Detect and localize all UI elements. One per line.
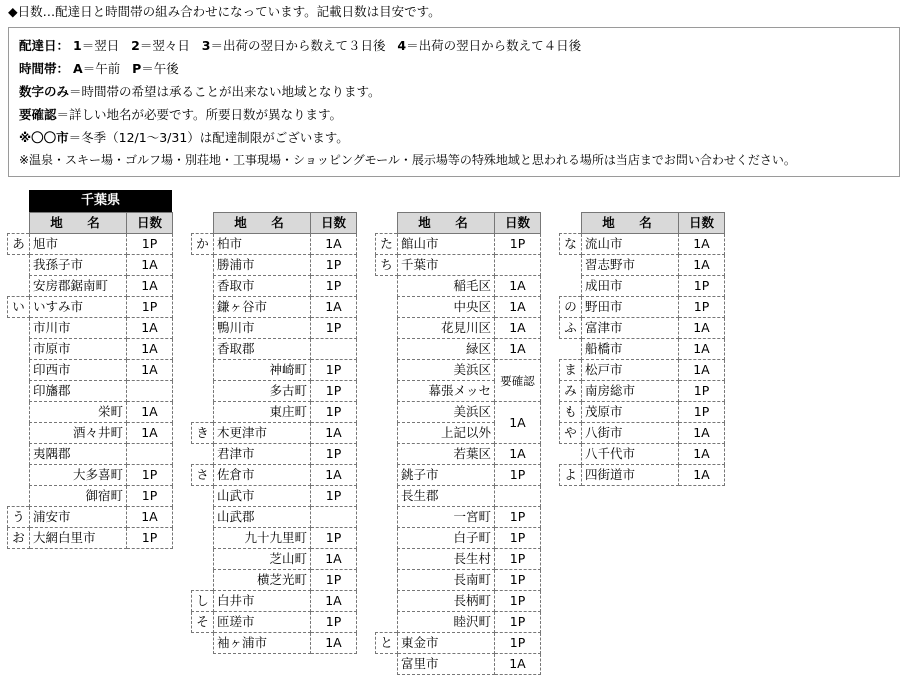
area-name: 東庄町 [214,402,311,423]
delivery-days: 1P [311,402,357,423]
table-row [8,318,173,339]
delivery-days: 1A [679,339,725,360]
area-name: 八千代市 [582,444,679,465]
kana-index [560,276,582,297]
area-name: 野田市 [582,297,679,318]
table-row [8,255,173,276]
area-table-column-1 [7,212,173,549]
table-row [560,276,725,297]
kana-index [376,507,398,528]
delivery-days: 1A [495,444,541,465]
delivery-days: 1P [311,381,357,402]
delivery-days: 1A [679,465,725,486]
delivery-days: 1P [127,234,173,255]
area-name: 八街市 [582,423,679,444]
area-name: 横芝光町 [214,570,311,591]
area-name: 神崎町 [214,360,311,381]
area-name: 御宿町 [30,486,127,507]
delivery-days: 1P [679,381,725,402]
delivery-days: 1P [495,591,541,612]
delivery-days: 1P [311,276,357,297]
delivery-days: 1A [127,402,173,423]
area-name: 山武市 [214,486,311,507]
kana-index [192,444,214,465]
table-row [560,255,725,276]
kana-index [376,339,398,360]
table-row [8,402,173,423]
delivery-days: 1A [679,444,725,465]
area-name: 長生村 [398,549,495,570]
area-name: 幕張メッセ [398,381,495,402]
delivery-days: 1P [127,465,173,486]
delivery-days: 1A [679,360,725,381]
kana-index [192,570,214,591]
area-name: 館山市 [398,234,495,255]
area-name: いすみ市 [30,297,127,318]
table-row [376,402,541,423]
table-row [376,297,541,318]
header-name: 地 名 [214,213,311,234]
delivery-days: 1P [127,486,173,507]
delivery-days: 1P [311,570,357,591]
table-row [8,465,173,486]
delivery-days: 1P [495,633,541,654]
legend-box [8,27,900,177]
delivery-days: 1A [311,234,357,255]
kana-index [560,255,582,276]
table-row [376,255,541,276]
kana-index [376,402,398,423]
table-row [192,549,357,570]
area-name: 匝瑳市 [214,612,311,633]
kana-index: し [192,591,214,612]
table-row [560,318,725,339]
table-row [8,381,173,402]
table-row [376,465,541,486]
delivery-days: 要確認 [495,360,541,402]
delivery-days: 1A [311,591,357,612]
table-row [8,276,173,297]
delivery-days: 1A [127,360,173,381]
delivery-days: 1P [311,444,357,465]
delivery-days: 1P [311,255,357,276]
table-row [560,297,725,318]
table-row [192,234,357,255]
kana-index: の [560,297,582,318]
kana-index [376,570,398,591]
table-row [376,360,541,381]
area-name: 茂原市 [582,402,679,423]
table-row [192,570,357,591]
table-row [376,654,541,675]
table-row [192,255,357,276]
area-name: 木更津市 [214,423,311,444]
legend-number-only: 数字のみ＝時間帯の希望は承ることが出来ない地域となります。 [19,84,381,99]
delivery-days: 1A [495,276,541,297]
area-table-column-3 [375,212,541,675]
kana-index [376,360,398,381]
area-name: 芝山町 [214,549,311,570]
header-name: 地 名 [398,213,495,234]
delivery-days: 1A [311,297,357,318]
area-name: 花見川区 [398,318,495,339]
delivery-days: 1P [495,507,541,528]
area-name: 中央区 [398,297,495,318]
delivery-days: 1P [311,486,357,507]
area-name: 勝浦市 [214,255,311,276]
table-row [192,444,357,465]
kana-index [376,549,398,570]
table-row [376,612,541,633]
table-row [560,381,725,402]
area-name: 鎌ヶ谷市 [214,297,311,318]
table-row [8,360,173,381]
area-name: 習志野市 [582,255,679,276]
area-name: 浦安市 [30,507,127,528]
area-name: 鴨川市 [214,318,311,339]
area-name: 南房総市 [582,381,679,402]
table-row [8,528,173,549]
kana-index [192,528,214,549]
legend-time-label: 時間帯： [19,61,70,76]
delivery-days: 1P [495,465,541,486]
kana-index: も [560,402,582,423]
area-table-column-4 [559,212,725,486]
kana-index [376,318,398,339]
kana-index [192,549,214,570]
table-row [560,402,725,423]
delivery-days: 1A [127,423,173,444]
kana-index: か [192,234,214,255]
delivery-days: 1A [127,507,173,528]
table-row [192,276,357,297]
delivery-days: 1A [495,402,541,444]
area-name: 富津市 [582,318,679,339]
kana-header-cell [376,213,398,234]
kana-index [376,297,398,318]
area-name: 酒々井町 [30,423,127,444]
delivery-days: 1P [495,528,541,549]
kana-index [376,465,398,486]
kana-index [8,423,30,444]
area-name: 香取郡 [214,339,311,360]
kana-index: と [376,633,398,654]
area-name: 銚子市 [398,465,495,486]
delivery-days: 1A [311,549,357,570]
table-row [376,318,541,339]
kana-header-cell [560,213,582,234]
kana-index [8,444,30,465]
area-name: 袖ヶ浦市 [214,633,311,654]
area-name: 富里市 [398,654,495,675]
area-name: 美浜区 [398,360,495,381]
area-name: 稲毛区 [398,276,495,297]
kana-index [8,381,30,402]
kana-index [192,339,214,360]
area-name: 若葉区 [398,444,495,465]
table-row [8,507,173,528]
area-name: 睦沢町 [398,612,495,633]
delivery-days: 1P [311,360,357,381]
delivery-days: 1A [679,423,725,444]
area-name: 香取市 [214,276,311,297]
kana-index [192,318,214,339]
kana-index [192,255,214,276]
area-name: 印旛郡 [30,381,127,402]
kana-index: み [560,381,582,402]
area-name: 白子町 [398,528,495,549]
table-row [192,633,357,654]
kana-header-cell [192,213,214,234]
table-row [560,444,725,465]
kana-index [376,486,398,507]
table-row [192,360,357,381]
area-name: 緑区 [398,339,495,360]
area-name: 多古町 [214,381,311,402]
delivery-days: 1A [311,423,357,444]
kana-index [192,297,214,318]
kana-index [192,486,214,507]
delivery-days [495,486,541,507]
table-row [192,528,357,549]
delivery-days: 1A [127,318,173,339]
area-name: 佐倉市 [214,465,311,486]
area-name: 我孫子市 [30,255,127,276]
header-name: 地 名 [582,213,679,234]
delivery-days [311,507,357,528]
table-row [376,570,541,591]
kana-index: た [376,234,398,255]
table-row [8,423,173,444]
table-row [192,591,357,612]
kana-index [376,276,398,297]
kana-index [192,402,214,423]
table-header-row [376,213,541,234]
table-row [192,381,357,402]
area-name: 大網白里市 [30,528,127,549]
table-row [8,297,173,318]
delivery-days: 1A [127,339,173,360]
kana-index [376,591,398,612]
kana-index [8,402,30,423]
table-row [192,612,357,633]
area-name: 松戸市 [582,360,679,381]
table-row [376,486,541,507]
kana-index: ふ [560,318,582,339]
kana-index [560,339,582,360]
kana-index: や [560,423,582,444]
delivery-days: 1A [311,465,357,486]
kana-index [376,423,398,444]
kana-index [192,633,214,654]
delivery-days [127,381,173,402]
area-name: 東金市 [398,633,495,654]
area-name: 一宮町 [398,507,495,528]
delivery-days: 1A [127,276,173,297]
delivery-days: 1A [495,339,541,360]
table-row [376,339,541,360]
table-row [560,423,725,444]
area-name: 山武郡 [214,507,311,528]
kana-index: さ [192,465,214,486]
legend-delivery-day: 配達日： 1＝翌日 2＝翌々日 3＝出荷の翌日から数えて３日後 4＝出荷の翌日から数えて４日後 [19,38,582,53]
delivery-days [495,255,541,276]
table-row [376,549,541,570]
area-name: 九十九里町 [214,528,311,549]
table-row [192,465,357,486]
kana-index: そ [192,612,214,633]
kana-index [560,444,582,465]
delivery-days: 1P [679,276,725,297]
legend-special-areas: ※温泉・スキー場・ゴルフ場・別荘地・工事現場・ショッピングモール・展示場等の特殊地域と思われる場所は当店までお問い合わせください。 [19,153,796,167]
delivery-days: 1P [495,234,541,255]
kana-index: ま [560,360,582,381]
table-row [560,360,725,381]
area-name: 流山市 [582,234,679,255]
delivery-days: 1A [679,255,725,276]
delivery-days: 1A [495,297,541,318]
delivery-days: 1P [495,612,541,633]
area-name: 印西市 [30,360,127,381]
area-name: 大多喜町 [30,465,127,486]
table-row [376,234,541,255]
table-header-row [192,213,357,234]
area-name: 市川市 [30,318,127,339]
kana-index [376,381,398,402]
area-name: 四街道市 [582,465,679,486]
kana-index: よ [560,465,582,486]
header-days: 日数 [679,213,725,234]
table-row [376,591,541,612]
table-row [560,465,725,486]
table-row [376,633,541,654]
table-row [8,339,173,360]
kana-index: な [560,234,582,255]
table-header-row [8,213,173,234]
table-row [192,486,357,507]
area-name: 市原市 [30,339,127,360]
table-row [192,339,357,360]
header-days: 日数 [311,213,357,234]
delivery-days: 1A [311,633,357,654]
table-row [192,423,357,444]
delivery-days: 1P [311,318,357,339]
header-days: 日数 [127,213,173,234]
area-name: 長柄町 [398,591,495,612]
delivery-days: 1P [679,297,725,318]
delivery-days: 1A [679,318,725,339]
delivery-days: 1P [495,549,541,570]
area-name: 成田市 [582,276,679,297]
kana-header-cell [8,213,30,234]
table-row [376,276,541,297]
area-table-column-2 [191,212,357,654]
delivery-days [127,444,173,465]
kana-index: き [192,423,214,444]
kana-index [192,360,214,381]
area-name: 君津市 [214,444,311,465]
delivery-days: 1P [127,297,173,318]
delivery-days: 1A [495,318,541,339]
table-header-row [560,213,725,234]
area-name: 旭市 [30,234,127,255]
area-name: 長生郡 [398,486,495,507]
delivery-days [311,339,357,360]
legend-delivery-label: 配達日： [19,38,70,53]
area-name: 上記以外 [398,423,495,444]
table-row [560,339,725,360]
kana-index [192,276,214,297]
area-name: 美浜区 [398,402,495,423]
kana-index: う [8,507,30,528]
kana-index: お [8,528,30,549]
delivery-days: 1P [127,528,173,549]
table-row [376,444,541,465]
table-row [560,234,725,255]
kana-index [192,507,214,528]
kana-index [376,528,398,549]
kana-index [192,381,214,402]
area-name: 夷隅郡 [30,444,127,465]
header-days: 日数 [495,213,541,234]
delivery-days: 1P [495,570,541,591]
header-name: 地 名 [30,213,127,234]
area-name: 千葉市 [398,255,495,276]
prefecture-title: 千葉県 [29,190,172,212]
kana-index [376,612,398,633]
legend-time-slot: 時間帯： A＝午前 P＝午後 [19,61,179,76]
kana-index [8,318,30,339]
delivery-days: 1P [311,612,357,633]
table-row [376,528,541,549]
delivery-days: 1P [311,528,357,549]
table-row [192,402,357,423]
delivery-days: 1A [495,654,541,675]
legend-confirm: 要確認＝詳しい地名が必要です。所要日数が異なります。 [19,107,343,122]
delivery-days: 1A [127,255,173,276]
delivery-days: 1A [679,234,725,255]
area-name: 栄町 [30,402,127,423]
table-row [8,444,173,465]
kana-index: あ [8,234,30,255]
kana-index [376,654,398,675]
kana-index [8,339,30,360]
kana-index [8,465,30,486]
kana-index [8,486,30,507]
legend-winter: ※〇〇市＝冬季（12/1～3/31）は配達制限がございます。 [19,130,349,145]
table-row [192,297,357,318]
kana-index [8,360,30,381]
top-note: ◆日数…配達日と時間帯の組み合わせになっています。記載日数は目安です。 [8,4,441,19]
area-name: 安房郡鋸南町 [30,276,127,297]
kana-index: い [8,297,30,318]
delivery-days: 1P [679,402,725,423]
kana-index: ち [376,255,398,276]
area-name: 長南町 [398,570,495,591]
table-row [376,507,541,528]
table-row [192,318,357,339]
area-name: 船橋市 [582,339,679,360]
kana-index [8,255,30,276]
table-row [8,486,173,507]
kana-index [8,276,30,297]
table-row [192,507,357,528]
table-row [8,234,173,255]
kana-index [376,444,398,465]
area-name: 白井市 [214,591,311,612]
area-name: 柏市 [214,234,311,255]
